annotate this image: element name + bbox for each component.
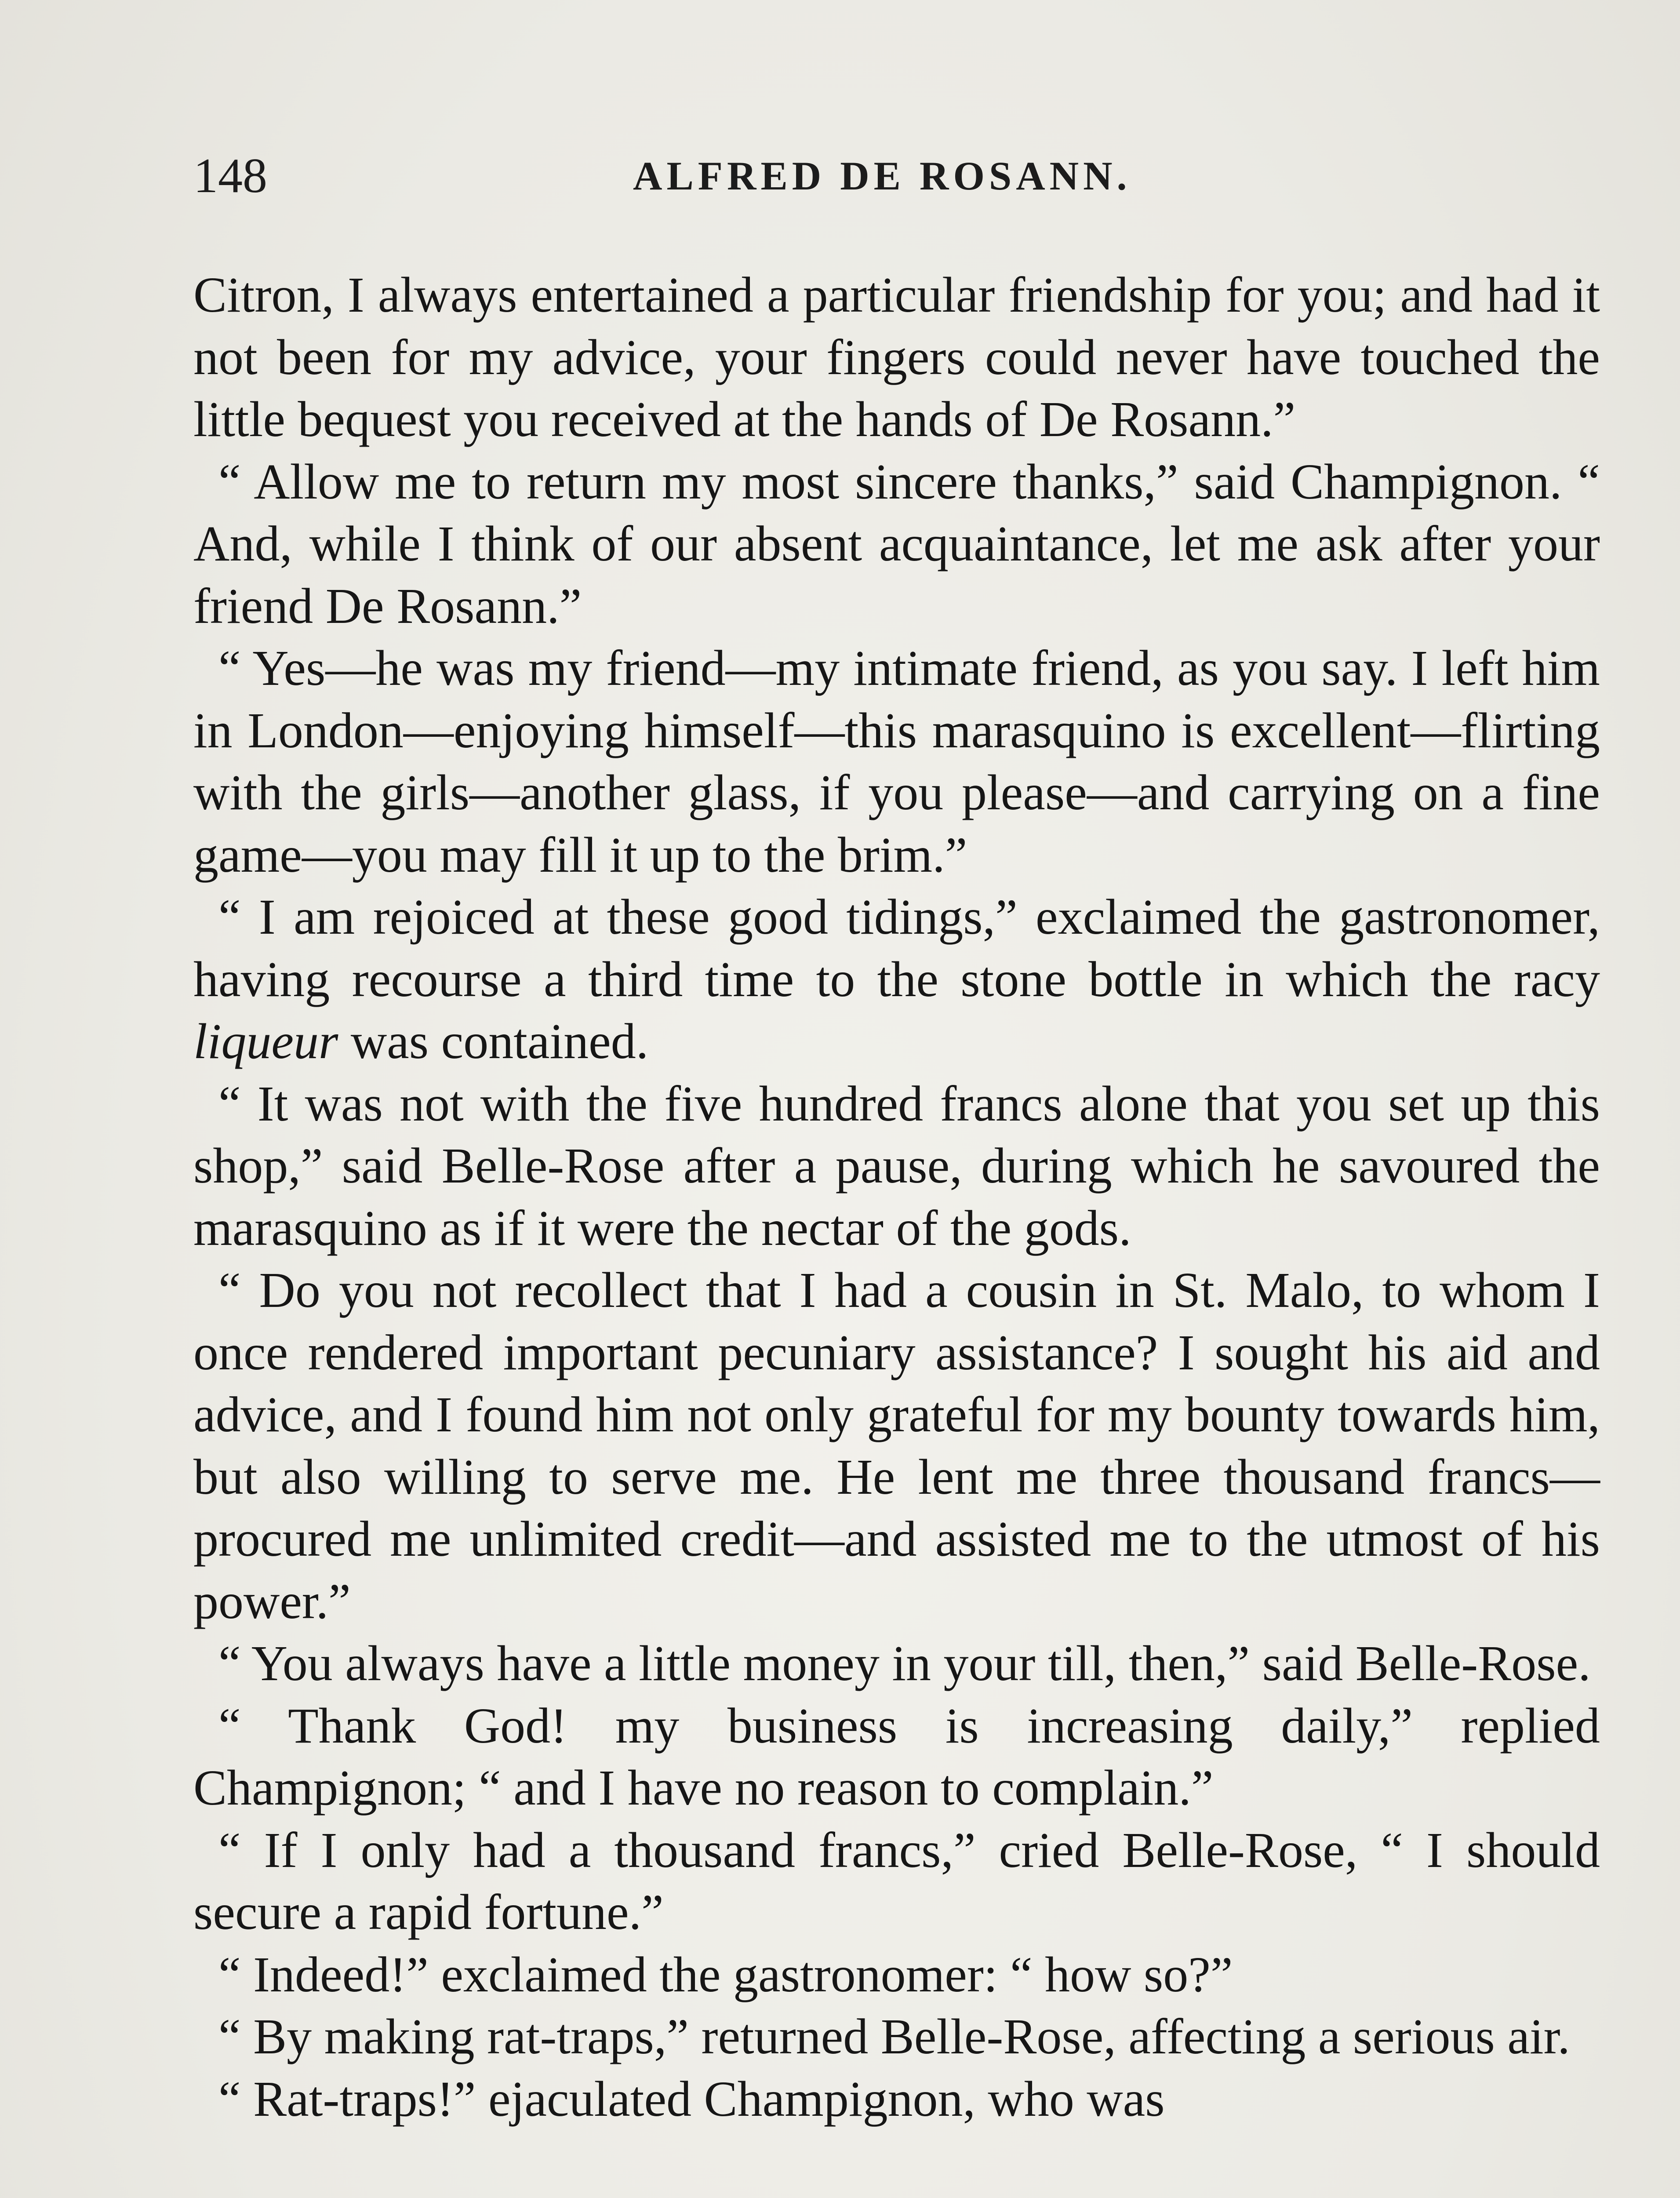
paragraph: “ Do you not recollect that I had a cousin in St. Malo, to whom I once rendered important pecuniary assistance? I sought his aid and advice, and I found him not only grateful for my bounty towards him, but also willing to serve me. He lent me three thousand francs—procured me unlimited credit—and assisted me to the utmost of his power.” — [193, 1262, 1600, 1629]
paragraph: “ Yes—he was my friend—my intimate friend, as you say. I left him in London—enjoying himself—this marasquino is excellent—flirting with the girls—another glass, if you please—and carrying on a fine game—you may fill it up to the brim.” — [193, 640, 1600, 883]
running-head: ALFRED DE ROSANN. — [633, 153, 1131, 198]
paragraph: “ It was not with the five hundred francs alone that you set up this shop,” said Belle-Rose after a pause, during which he savoured the marasquino as if it were the nectar of the gods. — [193, 1075, 1600, 1256]
paragraph: “ Allow me to return my most sincere thanks,” said Champignon. “ And, while I think of our absent acquaintance, let me ask after your friend De Rosann.” — [193, 453, 1600, 634]
page-header — [193, 141, 1600, 211]
paragraph: “ Thank God! my business is increasing daily,” replied Champignon; “ and I have no reason to complain.” — [193, 1697, 1600, 1816]
paragraph: “ If I only had a thousand francs,” cried Belle-Rose, “ I should secure a rapid fortune.” — [193, 1822, 1600, 1940]
paragraph: Citron, I always entertained a particular friendship for you; and had it not been for my advice, your fingers could never have touched the little bequest you received at the hands of De Rosann.” — [193, 267, 1600, 447]
paragraph: “ Rat-traps!” ejaculated Champignon, who was — [218, 2071, 1165, 2127]
paragraph: “ Indeed!” exclaimed the gastronomer: “ how so?” — [218, 1946, 1233, 2002]
paragraph — [193, 886, 1600, 1073]
page-number: 148 — [193, 149, 267, 203]
paragraph: “ By making rat-traps,” returned Belle-Rose, affecting a serious air. — [218, 2009, 1570, 2064]
italic-word: liqueur — [193, 1013, 338, 1069]
body-text — [193, 264, 1600, 2130]
paragraph: “ You always have a little money in your till, then,” said Belle-Rose. — [218, 1635, 1591, 1691]
paragraph-text: was contained. — [338, 1013, 649, 1069]
paragraph-text: “ I am rejoiced at these good tidings,” exclaimed the gastronomer, having recourse a third time to the stone bottle in which the racy — [193, 889, 1600, 1007]
